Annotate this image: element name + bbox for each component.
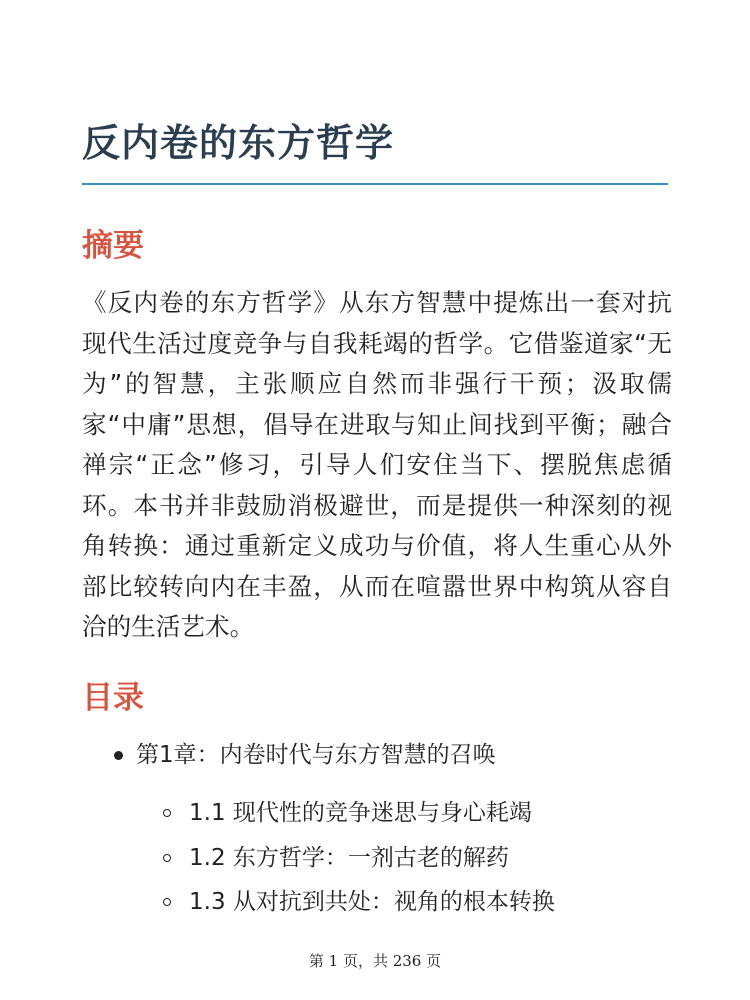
bullet-circle-icon bbox=[163, 809, 171, 817]
abstract-heading: 摘要 bbox=[82, 228, 144, 264]
bullet-circle-icon bbox=[163, 898, 171, 906]
toc-chapter-1: 第1章：内卷时代与东方智慧的召唤 bbox=[136, 742, 496, 768]
title-divider bbox=[82, 183, 668, 185]
toc-heading: 目录 bbox=[82, 680, 144, 716]
page-number-footer: 第 1 页，共 236 页 bbox=[308, 952, 442, 970]
bullet-circle-icon bbox=[163, 854, 171, 862]
bullet-disc-icon bbox=[114, 751, 123, 760]
toc-section-1-3: 1.3 从对抗到共处：视角的根本转换 bbox=[189, 889, 555, 915]
abstract-paragraph: 《反内卷的东方哲学》从东方智慧中提炼出一套对抗现代生活过度竞争与自我耗竭的哲学。它借鉴道家“无为”的智慧，主张顺应自然而非强行干预；汲取儒家“中庸”思想，倡导在进取与知止间找到平衡；融合禅宗“正念”修习，引导人们安住当下、摆脱焦虑循环。本书并非鼓励消极避世，而是提供一种深刻的视角转换：通过重新定义成功与价值，将人生重心从外部比较转向内在丰盈，从而在喧嚣世界中构筑从容自洽的生活艺术。 bbox=[82, 288, 672, 641]
document-title: 反内卷的东方哲学 bbox=[82, 121, 395, 165]
toc-section-1-2: 1.2 东方哲学：一剂古老的解药 bbox=[189, 845, 509, 871]
toc-section-1-1: 1.1 现代性的竞争迷思与身心耗竭 bbox=[189, 800, 532, 826]
